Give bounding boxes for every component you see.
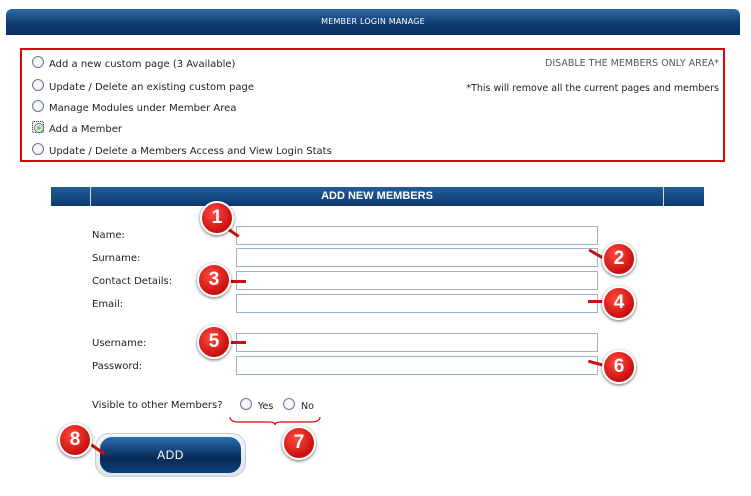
disable-members-area-link[interactable]: DISABLE THE MEMBERS ONLY AREA* xyxy=(545,58,719,69)
password-field[interactable] xyxy=(236,356,598,375)
option-radio[interactable] xyxy=(32,56,44,68)
username-label: Username: xyxy=(92,338,147,349)
member-options-panel xyxy=(20,48,725,162)
option-label: Add a Member xyxy=(49,124,122,135)
callout-badge: 6 xyxy=(602,350,636,384)
option-radio[interactable] xyxy=(32,79,44,91)
callout-badge: 5 xyxy=(197,325,231,359)
visible-no-label: No xyxy=(301,401,314,412)
visible-to-members-label: Visible to other Members? xyxy=(92,400,223,411)
add-button-label: ADD xyxy=(100,437,241,473)
callout-badge: 1 xyxy=(200,201,234,235)
callout-badge: 3 xyxy=(197,263,231,297)
username-field[interactable] xyxy=(236,333,598,352)
callout-badge: 7 xyxy=(282,426,316,460)
page-header xyxy=(6,9,740,35)
option-radio[interactable] xyxy=(32,100,44,112)
option-label: Update / Delete an existing custom page xyxy=(49,82,255,93)
surname-label: Surname: xyxy=(92,253,141,264)
option-radio-selected[interactable] xyxy=(32,121,44,133)
callout-brace xyxy=(229,416,321,426)
email-field[interactable] xyxy=(236,294,598,313)
option-label: Manage Modules under Member Area xyxy=(49,103,237,114)
password-label: Password: xyxy=(92,361,143,372)
callout-badge: 4 xyxy=(602,286,636,320)
option-label: Add a new custom page (3 Available) xyxy=(49,59,236,70)
add-button[interactable] xyxy=(95,433,246,477)
form-title: ADD NEW MEMBERS xyxy=(90,187,664,206)
disable-note: *This will remove all the current pages and members xyxy=(466,83,719,94)
visible-yes-label: Yes xyxy=(258,401,274,412)
contact-details-label: Contact Details: xyxy=(92,276,173,287)
contact-details-field[interactable] xyxy=(236,271,598,290)
email-label: Email: xyxy=(92,299,124,310)
surname-field[interactable] xyxy=(236,248,598,267)
callout-badge: 2 xyxy=(602,242,636,276)
callout-badge: 8 xyxy=(58,423,92,457)
option-label: Update / Delete a Members Access and View Login Stats xyxy=(49,146,332,157)
name-label: Name: xyxy=(92,230,125,241)
name-field[interactable] xyxy=(236,226,598,245)
option-radio[interactable] xyxy=(32,143,44,155)
visible-no-radio[interactable] xyxy=(283,398,295,410)
visible-yes-radio[interactable] xyxy=(240,398,252,410)
page-title: MEMBER LOGIN MANAGE xyxy=(321,17,425,26)
form-header xyxy=(51,187,704,206)
